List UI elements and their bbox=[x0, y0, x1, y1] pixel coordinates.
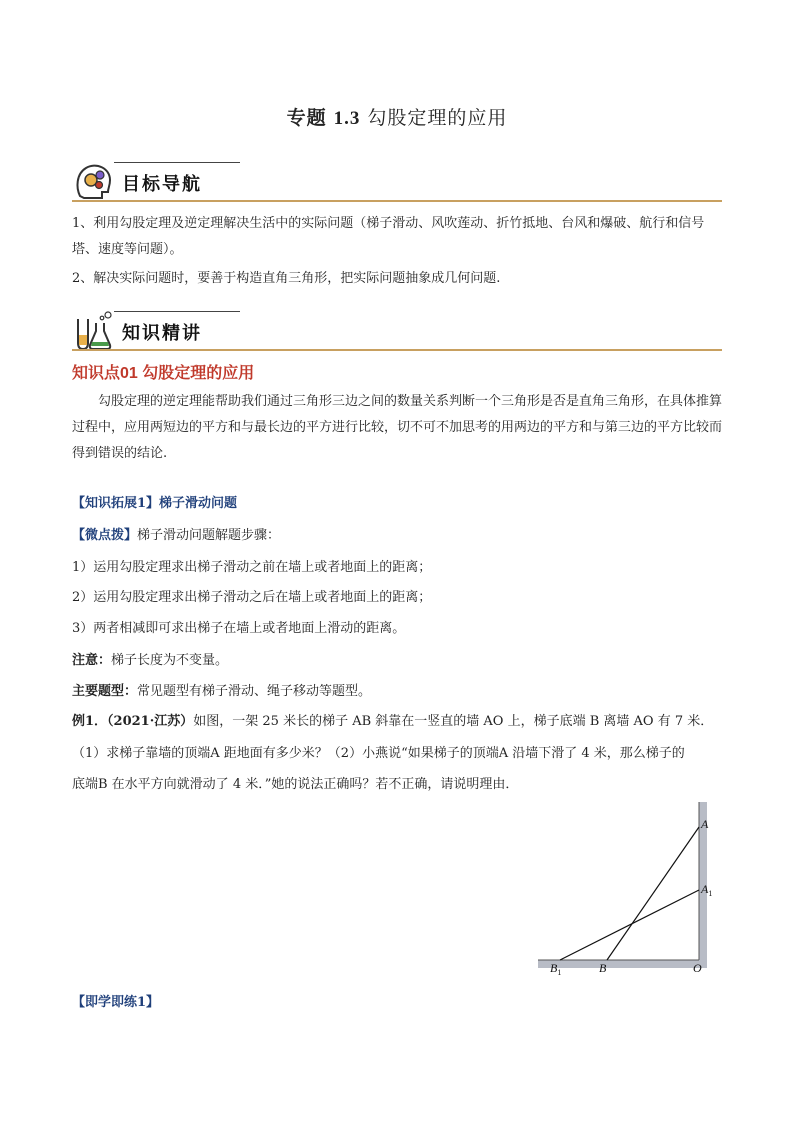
tips-line bbox=[72, 524, 280, 543]
label-b: B bbox=[599, 961, 607, 975]
type-text: 常见题型有梯子滑动、绳子移动等题型。 bbox=[137, 684, 372, 699]
extension-title: 【知识拓展1】梯子滑动问题 bbox=[72, 496, 238, 511]
example-label: 例1．（2021·江苏） bbox=[72, 714, 194, 729]
example-line-1 bbox=[72, 710, 713, 729]
ground bbox=[538, 960, 707, 968]
example-line-3: 底端B 在水平方向就滑动了 4 米．”她的说法正确吗？若不正确，请说明理由． bbox=[72, 777, 519, 792]
ladder-a1b1 bbox=[560, 890, 699, 960]
type-line bbox=[72, 680, 371, 699]
type-label: 主要题型： bbox=[72, 684, 138, 699]
label-a: A bbox=[701, 817, 709, 831]
note-label: 注意： bbox=[72, 653, 112, 668]
tips-intro: 梯子滑动问题解题步骤： bbox=[137, 528, 281, 543]
knowledge-point-body: 勾股定理的逆定理能帮助我们通过三角形三边之间的数量关系判断一个三角形是否是直角三角形，在具体推算过程中，应用两短边的平方和与最长边的平方进行比较，切不可不加思考的用两边的平方和与第三边的平方比较而得到错误的结论. bbox=[72, 394, 723, 461]
section-knowledge-label: 知识精讲 bbox=[122, 323, 202, 344]
ladder-figure bbox=[530, 800, 730, 980]
tips-step-1: 1）运用勾股定理求出梯子滑动之前在墙上或者地面上的距离； bbox=[72, 560, 432, 575]
section-goals-header bbox=[72, 160, 722, 202]
goals-item-1: 1、利用勾股定理及逆定理解决生活中的实际问题（梯子滑动、风吹莲动、折竹抵地、台风和爆破、航行和信号塔、速度等问题）。 bbox=[72, 216, 705, 257]
knowledge-point-title: 知识点01 勾股定理的应用 bbox=[72, 365, 255, 382]
label-b1: $B_1$ bbox=[550, 961, 562, 977]
section-goals-label: 目标导航 bbox=[122, 174, 202, 195]
note-text: 梯子长度为不变量。 bbox=[111, 653, 229, 668]
note-line bbox=[72, 649, 228, 668]
lab-flask-icon bbox=[72, 309, 116, 351]
label-o: O bbox=[693, 961, 702, 975]
section-knowledge-header bbox=[72, 309, 722, 351]
example-text-1: 如图，一架 25 米长的梯子 AB 斜靠在一竖直的墙 AO 上，梯子底端 B 离墙 AO 有 7 米． bbox=[193, 714, 714, 729]
tips-step-3: 3）两者相减即可求出梯子在墙上或者地面上滑动的距离。 bbox=[72, 621, 406, 636]
goals-item-2: 2、解决实际问题时，要善于构造直角三角形，把实际问题抽象成几何问题. bbox=[72, 271, 501, 286]
tips-label: 【微点拨】 bbox=[72, 528, 138, 543]
tips-step-2: 2）运用勾股定理求出梯子滑动之后在墙上或者地面上的距离； bbox=[72, 590, 432, 605]
page-title: 专题 1.3 勾股定理的应用 bbox=[286, 107, 508, 129]
brain-gears-icon bbox=[72, 160, 116, 202]
label-a1: $A_1$ bbox=[701, 882, 713, 898]
ladder-ab bbox=[607, 827, 699, 960]
practice-title: 【即学即练1】 bbox=[72, 995, 160, 1010]
example-line-2: （1）求梯子靠墙的顶端A 距地面有多少米？（2）小燕说“如果梯子的顶端A 沿墙下滑了 4 米，那么梯子的 bbox=[72, 746, 685, 761]
